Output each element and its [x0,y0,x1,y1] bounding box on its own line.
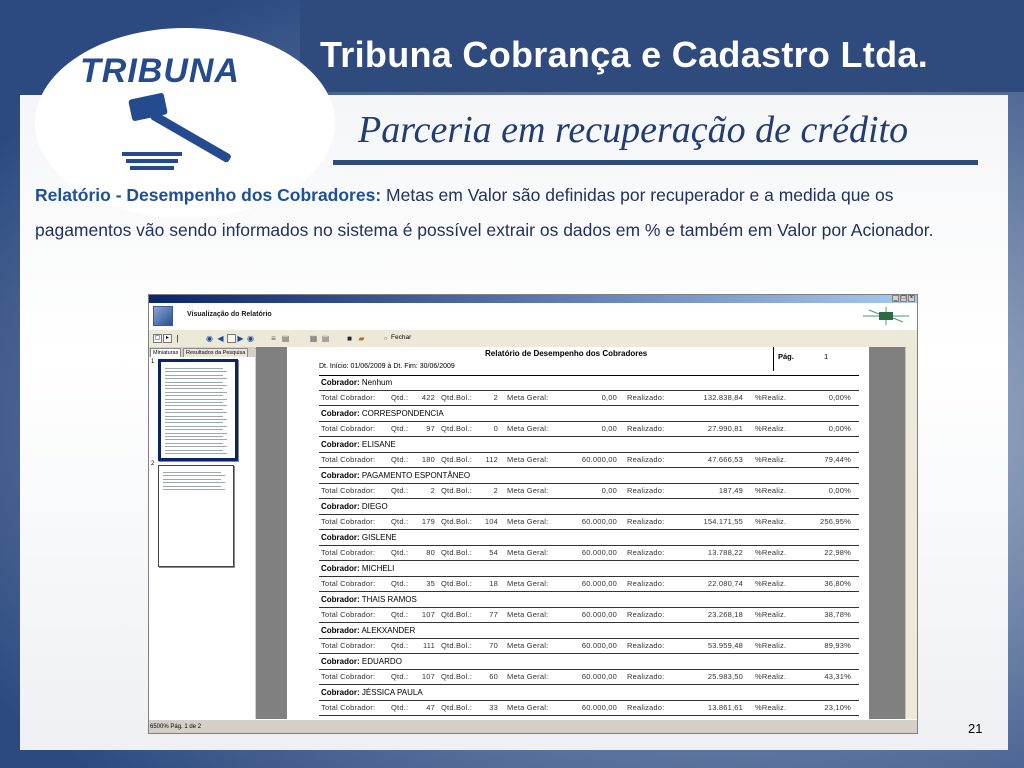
meta-value: 60.000,00 [581,579,617,588]
collector-name-row [321,378,392,387]
collector-name: DIEGO [361,502,388,511]
pct-value: 79,44% [824,455,851,464]
page-thumbnail[interactable] [158,465,234,567]
qtd-label: Qtd.: [391,424,409,433]
pct-label: %Realiz. [755,486,787,495]
last-page-icon[interactable]: ◉ [247,334,254,343]
qtd-value: 47 [426,703,435,712]
next-page-icon[interactable]: ▶ [237,334,244,343]
pct-label: %Realiz. [755,672,787,681]
row-separator [319,560,859,561]
meta-label: Meta Geral: [507,517,549,526]
qtd-bol-label: Qtd.Bol.: [441,424,472,433]
row-separator [319,669,859,670]
total-label: Total Cobrador: [321,703,376,712]
thumbnail-line [165,439,227,440]
save-icon[interactable]: ■ [347,334,352,343]
select-tool-icon[interactable]: ▢ [154,335,161,341]
meta-label: Meta Geral: [507,393,549,402]
thumbnail-number: 1 [151,359,155,365]
meta-label: Meta Geral: [507,579,549,588]
row-separator [319,591,859,592]
row-separator [319,405,859,406]
qtd-bol-value: 33 [489,703,498,712]
maximize-button[interactable]: □ [901,295,906,301]
viewer-header [149,303,917,329]
collector-name: THAIS RAMOS [361,595,417,604]
gavel-icon [112,90,252,175]
thumbnail-line [163,479,221,480]
realizado-value: 154.171,55 [703,517,743,526]
page-number: 1 [824,352,829,361]
qtd-bol-value: 54 [489,548,498,557]
collector-label: Cobrador: [321,502,360,511]
meta-label: Meta Geral: [507,455,549,464]
meta-value: 0,00 [601,424,617,433]
status-text: 6500% Pág. 1 de 2 [150,724,202,730]
qtd-value: 179 [421,517,435,526]
realizado-label: Realizado: [627,455,665,464]
qtd-bol-label: Qtd.Bol.: [441,455,472,464]
row-separator [319,700,859,701]
thumbnail-line [165,371,227,372]
thumbnail-line [165,392,227,393]
collector-label: Cobrador: [321,564,360,573]
pct-value: 43,31% [824,672,851,681]
pct-value: 89,93% [824,641,851,650]
qtd-value: 2 [430,486,435,495]
realizado-label: Realizado: [627,579,665,588]
row-separator [319,436,859,437]
qtd-value: 97 [426,424,435,433]
collector-name-row [321,626,415,635]
total-label: Total Cobrador: [321,486,376,495]
tagline-divider [333,160,978,165]
qtd-label: Qtd.: [391,703,409,712]
realizado-value: 132.838,84 [703,393,743,402]
pct-value: 22,98% [824,548,851,557]
qtd-bol-label: Qtd.Bol.: [441,703,472,712]
status-bar [149,719,917,734]
collector-name: ALEKXANDER [361,626,416,635]
meta-value: 0,00 [601,486,617,495]
print-setup-icon[interactable]: ▦ [309,334,318,343]
total-label: Total Cobrador: [321,641,376,650]
qtd-bol-value: 18 [489,579,498,588]
row-separator [319,715,859,716]
report-header-rule [319,375,859,376]
pct-label: %Realiz. [755,703,787,712]
page-box [773,347,860,371]
qtd-bol-label: Qtd.Bol.: [441,579,472,588]
pct-value: 38,78% [824,610,851,619]
circuit-logo-icon [859,305,913,327]
pct-value: 256,95% [819,517,851,526]
thumbnail-line [165,422,223,423]
qtd-bol-value: 2 [493,486,498,495]
slide-description [35,178,990,248]
tagline: Parceria em recuperação de crédito [358,109,909,151]
qtd-bol-label: Qtd.Bol.: [441,548,472,557]
collector-name-row [321,533,397,542]
realizado-label: Realizado: [627,703,665,712]
realizado-label: Realizado: [627,672,665,681]
meta-value: 60.000,00 [581,548,617,557]
thumbnail-line [165,453,227,454]
pct-label: %Realiz. [755,579,787,588]
collector-label: Cobrador: [321,471,360,480]
slide-number: 21 [968,721,983,736]
meta-value: 60.000,00 [581,610,617,619]
pct-label: %Realiz. [755,393,787,402]
total-label: Total Cobrador: [321,579,376,588]
pct-label: %Realiz. [755,641,787,650]
report-title: Relatório de Desempenho dos Cobradores [485,349,648,358]
thumbnail-number: 2 [151,461,155,467]
pct-label: %Realiz. [755,455,787,464]
row-separator [319,529,859,530]
meta-label: Meta Geral: [507,610,549,619]
row-separator [319,467,859,468]
pct-value: 36,80% [824,579,851,588]
thumbnail-line [165,382,223,383]
logo-text: TRIBUNA [80,52,240,90]
collector-name-row [321,688,423,697]
page-box-icon[interactable] [227,334,236,343]
collector-label: Cobrador: [321,688,360,697]
thumbnail-line [165,426,227,427]
collector-name-row [321,440,396,449]
pct-label: %Realiz. [755,424,787,433]
close-window-button[interactable]: × [909,295,914,301]
qtd-label: Qtd.: [391,455,409,464]
pointer-tool-icon[interactable]: ▸ [163,334,172,343]
qtd-label: Qtd.: [391,672,409,681]
realizado-label: Realizado: [627,393,665,402]
qtd-bol-value: 2 [493,393,498,402]
print-icon[interactable]: ▤ [321,334,330,343]
thumbnail-line [165,368,223,369]
meta-label: Meta Geral: [507,672,549,681]
meta-value: 0,00 [601,393,617,402]
meta-value: 60.000,00 [581,455,617,464]
tab-thumbnails[interactable]: Miniaturas [150,348,181,358]
qtd-value: 80 [426,548,435,557]
collector-name: JÉSSICA PAULA [361,688,423,697]
realizado-value: 23.268,18 [707,610,743,619]
thumbnail-line [165,416,223,417]
thumbnail-line [165,395,223,396]
collector-name-row [321,409,444,418]
collector-name: GISLENE [361,533,397,542]
qtd-bol-label: Qtd.Bol.: [441,393,472,402]
pct-value: 0,00% [828,393,851,402]
collector-label: Cobrador: [321,378,360,387]
thumbnail-line [165,375,223,376]
collector-name-row [321,502,388,511]
row-separator [319,653,859,654]
qtd-bol-value: 77 [489,610,498,619]
qtd-label: Qtd.: [391,548,409,557]
first-page-icon[interactable]: ◉ [206,334,213,343]
row-separator [319,576,859,577]
qtd-value: 111 [422,641,435,650]
thumbnail-line [165,412,227,413]
realizado-value: 53.959,48 [707,641,743,650]
qtd-bol-label: Qtd.Bol.: [441,672,472,681]
text-cursor-icon[interactable]: | [176,334,179,343]
realizado-label: Realizado: [627,610,665,619]
qtd-label: Qtd.: [391,641,409,650]
thumbnail-line [165,409,223,410]
page-setup-icon[interactable]: ▤ [281,334,290,343]
thumbnail-line [165,399,227,400]
description-highlight: Relatório - Desempenho dos Cobradores: [35,185,382,205]
row-separator [319,498,859,499]
row-separator [319,607,859,608]
qtd-value: 180 [421,455,435,464]
minimize-button[interactable]: _ [893,295,898,301]
collector-name-row [321,471,470,480]
viewer-title: Visualização do Relatório [187,311,272,318]
collector-name-row [321,564,394,573]
collector-label: Cobrador: [321,595,360,604]
total-label: Total Cobrador: [321,393,376,402]
realizado-label: Realizado: [627,486,665,495]
realizado-value: 25.983,50 [707,672,743,681]
page-thumbnail[interactable] [158,359,238,461]
qtd-bol-label: Qtd.Bol.: [441,641,472,650]
thumbnail-line [165,436,223,437]
thumbnail-line [165,402,223,403]
pct-value: 23,10% [824,703,851,712]
meta-label: Meta Geral: [507,548,549,557]
qtd-bol-value: 70 [489,641,498,650]
close-report-button[interactable]: Fechar [391,334,412,341]
qtd-value: 422 [421,393,435,402]
qtd-value: 107 [421,672,435,681]
thumbnail-line [165,443,223,444]
tab-search-results[interactable]: Resultados da Pesquisa [183,348,248,358]
report-viewer-window [148,294,918,734]
qtd-bol-label: Qtd.Bol.: [441,486,472,495]
open-icon[interactable]: ▰ [358,334,365,343]
thumbnail-list [149,357,255,719]
zoom-icon[interactable]: ≡ [271,334,276,343]
total-label: Total Cobrador: [321,610,376,619]
collector-name-row [321,595,417,604]
previous-page-icon[interactable]: ◀ [217,334,224,343]
total-label: Total Cobrador: [321,672,376,681]
collector-name: CORRESPONDENCIA [361,409,444,418]
viewer-toolbar [149,329,917,349]
qtd-bol-value: 60 [489,672,498,681]
collector-label: Cobrador: [321,440,360,449]
realizado-label: Realizado: [627,517,665,526]
realizado-value: 27.990,81 [707,424,743,433]
thumbnail-line [163,475,225,476]
realizado-value: 187,49 [718,486,743,495]
close-report-icon[interactable]: ▫ [384,334,387,343]
thumbnail-line [165,388,223,389]
thumbnail-line [165,433,227,434]
report-icon [153,306,173,326]
realizado-value: 47.666,53 [707,455,743,464]
pct-value: 0,00% [828,424,851,433]
row-separator [319,452,859,453]
collector-label: Cobrador: [321,533,360,542]
collector-name: Nenhum [361,378,393,387]
total-label: Total Cobrador: [321,517,376,526]
thumbnail-line [165,450,223,451]
row-separator [319,545,859,546]
collector-name: EDUARDO [361,657,402,666]
thumbnail-line [163,482,225,483]
qtd-label: Qtd.: [391,610,409,619]
qtd-value: 107 [421,610,435,619]
description-text: Metas em Valor são definidas por recuperador e a medida que os pagamentos vão sendo informados no sistema é possível extrair os dados em % e também em Valor por Acionador. [35,185,934,240]
meta-value: 60.000,00 [581,517,617,526]
thumbnail-line [165,446,227,447]
realizado-value: 22.080,74 [707,579,743,588]
total-label: Total Cobrador: [321,455,376,464]
thumbnail-line [163,472,221,473]
total-label: Total Cobrador: [321,424,376,433]
company-title: Tribuna Cobrança e Cadastro Ltda. [320,34,929,75]
meta-value: 60.000,00 [581,641,617,650]
thumbnail-line [165,385,227,386]
thumbnail-line [165,429,223,430]
meta-value: 60.000,00 [581,672,617,681]
collector-name-row [321,657,402,666]
row-separator [319,483,859,484]
collector-label: Cobrador: [321,626,360,635]
report-date-range: Dt. Início: 01/06/2009 à Dt. Fim: 30/06/2009 [319,363,455,370]
realizado-value: 13.788,22 [707,548,743,557]
window-titlebar [149,295,917,303]
meta-label: Meta Geral: [507,486,549,495]
thumbnail-line [165,405,227,406]
row-separator [319,622,859,623]
qtd-bol-value: 0 [493,424,498,433]
row-separator [319,638,859,639]
realizado-label: Realizado: [627,641,665,650]
collector-label: Cobrador: [321,409,360,418]
row-separator [319,514,859,515]
pct-label: %Realiz. [755,548,787,557]
qtd-label: Qtd.: [391,579,409,588]
meta-value: 60.000,00 [581,703,617,712]
row-separator [319,421,859,422]
collector-name: PAGAMENTO ESPONTÂNEO [361,471,471,480]
window-controls [892,295,915,303]
realizado-label: Realizado: [627,548,665,557]
meta-label: Meta Geral: [507,703,549,712]
row-separator [319,684,859,685]
collector-name: ELISANE [361,440,396,449]
thumbnail-line [165,419,227,420]
meta-label: Meta Geral: [507,424,549,433]
realizado-label: Realizado: [627,424,665,433]
pct-value: 0,00% [828,486,851,495]
qtd-bol-label: Qtd.Bol.: [441,517,472,526]
thumbnail-line [165,378,227,379]
row-separator [319,390,859,391]
qtd-label: Qtd.: [391,393,409,402]
panel-tabs [149,347,255,357]
collector-name: MICHELI [361,564,395,573]
qtd-bol-label: Qtd.Bol.: [441,610,472,619]
report-canvas[interactable] [256,347,906,719]
qtd-label: Qtd.: [391,486,409,495]
collector-label: Cobrador: [321,657,360,666]
report-page [287,347,869,719]
thumbnail-panel [149,347,255,719]
pct-label: %Realiz. [755,517,787,526]
total-label: Total Cobrador: [321,548,376,557]
page-label: Pág. [778,352,794,361]
qtd-bol-value: 104 [484,517,498,526]
qtd-value: 35 [426,579,435,588]
pct-label: %Realiz. [755,610,787,619]
realizado-value: 13.861,61 [707,703,743,712]
meta-label: Meta Geral: [507,641,549,650]
qtd-bol-value: 112 [485,455,498,464]
thumbnail-line [163,489,225,490]
qtd-label: Qtd.: [391,517,409,526]
vertical-scrollbar[interactable] [905,347,917,719]
thumbnail-line [163,486,221,487]
